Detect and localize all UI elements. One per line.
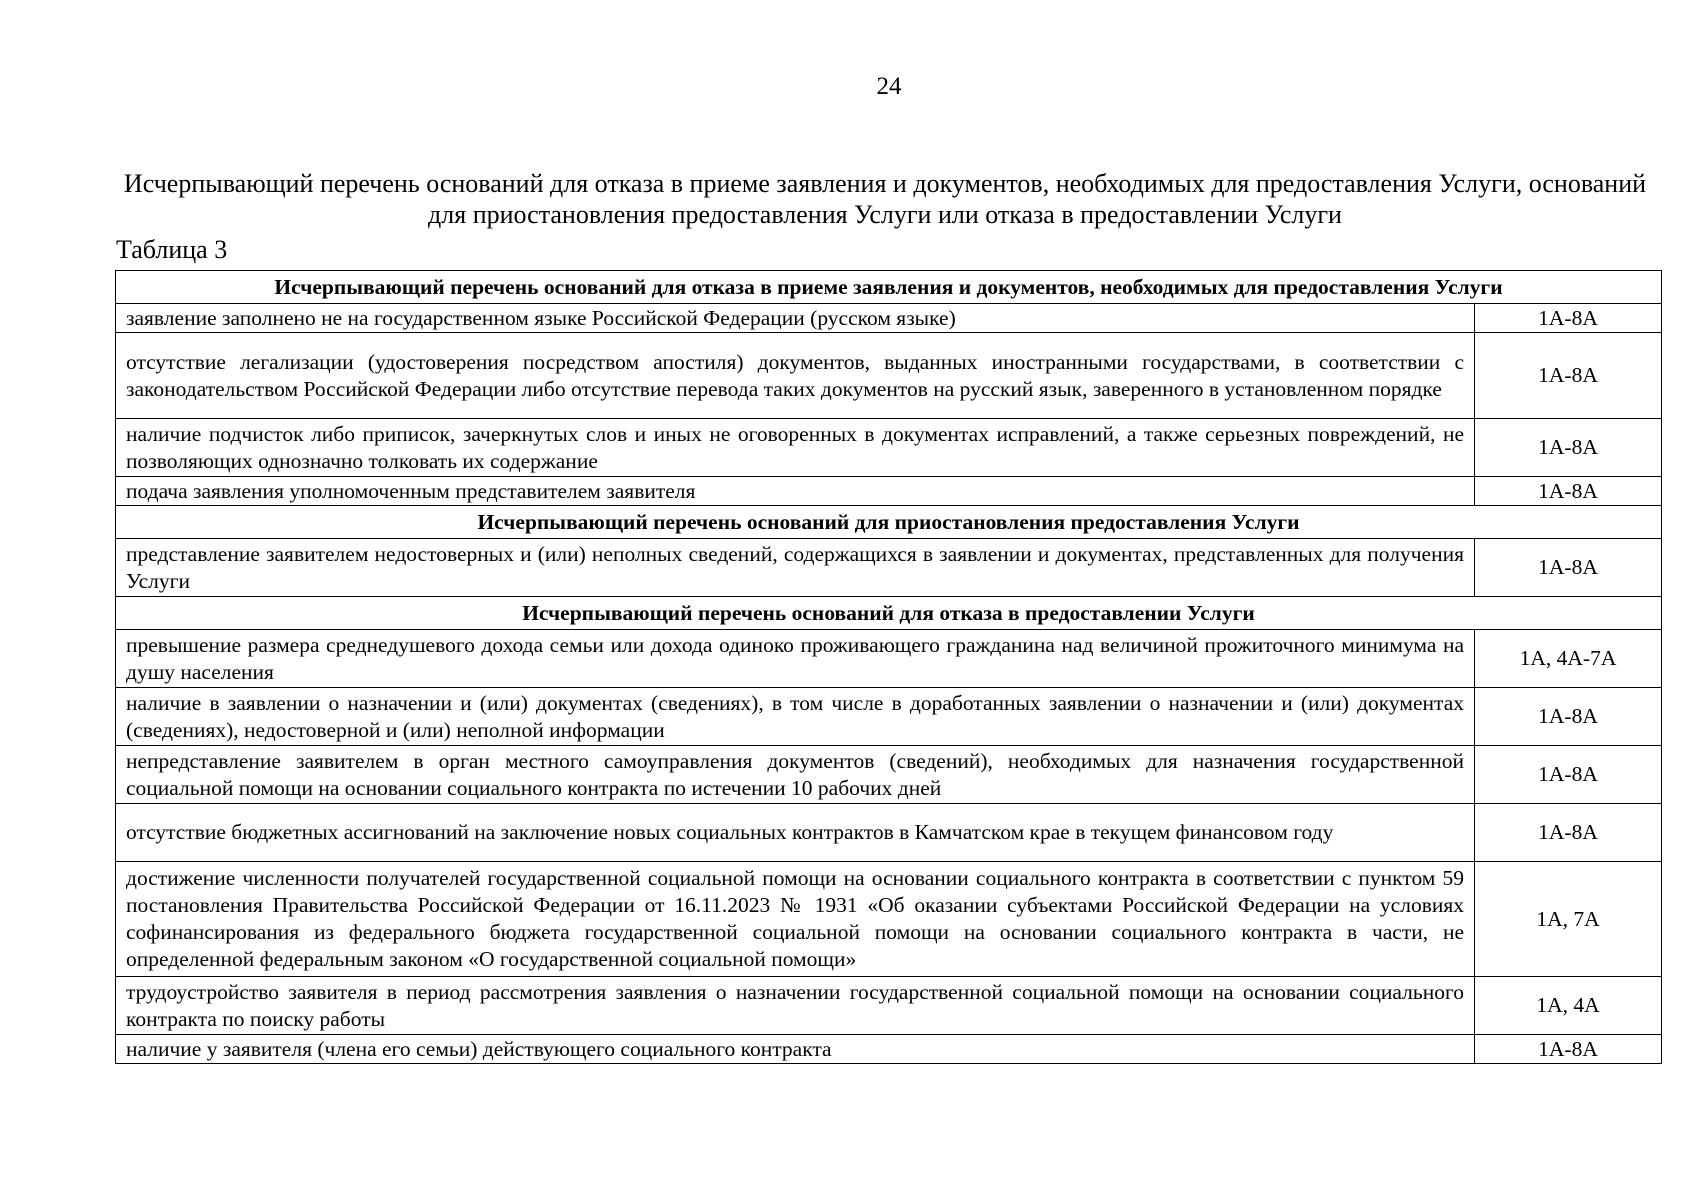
reason-cell: наличие в заявлении о назначении и (или) документах (сведениях), в том числе в доработанных заявлении о назначении и (или) документах (сведениях), недостоверной и (или) неполной информации [116,688,1475,746]
reason-cell: превышение размера среднедушевого дохода семьи или дохода одиноко проживающего гражданина над величиной прожиточного минимума на душу населения [116,630,1475,688]
reason-cell: подача заявления уполномоченным представителем заявителя [116,477,1475,506]
table-row [116,477,1662,506]
forms-cell: 1А-8А [1475,804,1662,862]
section-heading-row [116,506,1662,539]
reason-cell: наличие у заявителя (члена его семьи) действующего социального контракта [116,1035,1475,1064]
table-row [116,977,1662,1035]
table-row [116,304,1662,333]
forms-cell: 1А-8А [1475,1035,1662,1064]
table-row [116,539,1662,597]
reason-cell: отсутствие легализации (удостоверения посредством апостиля) документов, выданных иностранными государствами, в соответствии с законодательством Российской Федерации либо отсутствие перевода таких документов на русский язык, заверенного в установленном порядке [116,333,1475,419]
reason-cell: трудоустройство заявителя в период рассмотрения заявления о назначении государственной социальной помощи на основании социального контракта по поиску работы [116,977,1475,1035]
forms-cell: 1А, 4А [1475,977,1662,1035]
reason-cell: представление заявителем недостоверных и (или) неполных сведений, содержащихся в заявлении и документах, представленных для получения Услуги [116,539,1475,597]
table-row [116,688,1662,746]
forms-cell: 1А-8А [1475,539,1662,597]
forms-cell: 1А-8А [1475,688,1662,746]
document-title: Исчерпывающий перечень оснований для отказа в приеме заявления и документов, необходимых для предоставления Услуги, оснований для приостановления предоставления Услуги или отказа в предоставлении Услуги [123,169,1647,229]
table-row [116,804,1662,862]
forms-cell: 1А-8А [1475,746,1662,804]
forms-cell: 1А-8А [1475,333,1662,419]
forms-cell: 1А, 7А [1475,862,1662,977]
forms-cell: 1А, 4А-7А [1475,630,1662,688]
reason-cell: наличие подчисток либо приписок, зачеркнутых слов и иных не оговоренных в документах исправлений, а также серьезных повреждений, не позволяющих однозначно толковать их содержание [116,419,1475,477]
forms-cell: 1А-8А [1475,477,1662,506]
table-row [116,630,1662,688]
page-number: 24 [876,73,902,100]
table-label: Таблица 3 [116,235,228,264]
section-heading-row [116,597,1662,630]
grounds-table [115,270,1662,1064]
section-heading-row [116,271,1662,304]
forms-cell: 1А-8А [1475,419,1662,477]
section-heading-refusal-acceptance: Исчерпывающий перечень оснований для отказа в приеме заявления и документов, необходимых для предоставления Услуги [116,271,1662,304]
reason-cell: заявление заполнено не на государственном языке Российской Федерации (русском языке) [116,304,1475,333]
reason-cell: непредставление заявителем в орган местного самоуправления документов (сведений), необходимых для назначения государственной социальной помощи на основании социального контракта по истечении 10 рабочих дней [116,746,1475,804]
forms-cell: 1А-8А [1475,304,1662,333]
table-row [116,862,1662,977]
table-row [116,1035,1662,1064]
section-heading-refusal-service: Исчерпывающий перечень оснований для отказа в предоставлении Услуги [116,597,1662,630]
table-row [116,333,1662,419]
reason-cell: отсутствие бюджетных ассигнований на заключение новых социальных контрактов в Камчатском крае в текущем финансовом году [116,804,1475,862]
table-row [116,746,1662,804]
section-heading-suspension: Исчерпывающий перечень оснований для приостановления предоставления Услуги [116,506,1662,539]
table-row [116,419,1662,477]
reason-cell: достижение численности получателей государственной социальной помощи на основании социального контракта в соответствии с пунктом 59 постановления Правительства Российской Федерации от 16.11.2023 № 1931 «Об оказании субъектами Российской Федерации на условиях софинансирования из федерального бюджета государственной социальной помощи на основании социального контракта в части, не определенной федеральным законом «О государственной социальной помощи» [116,862,1475,977]
